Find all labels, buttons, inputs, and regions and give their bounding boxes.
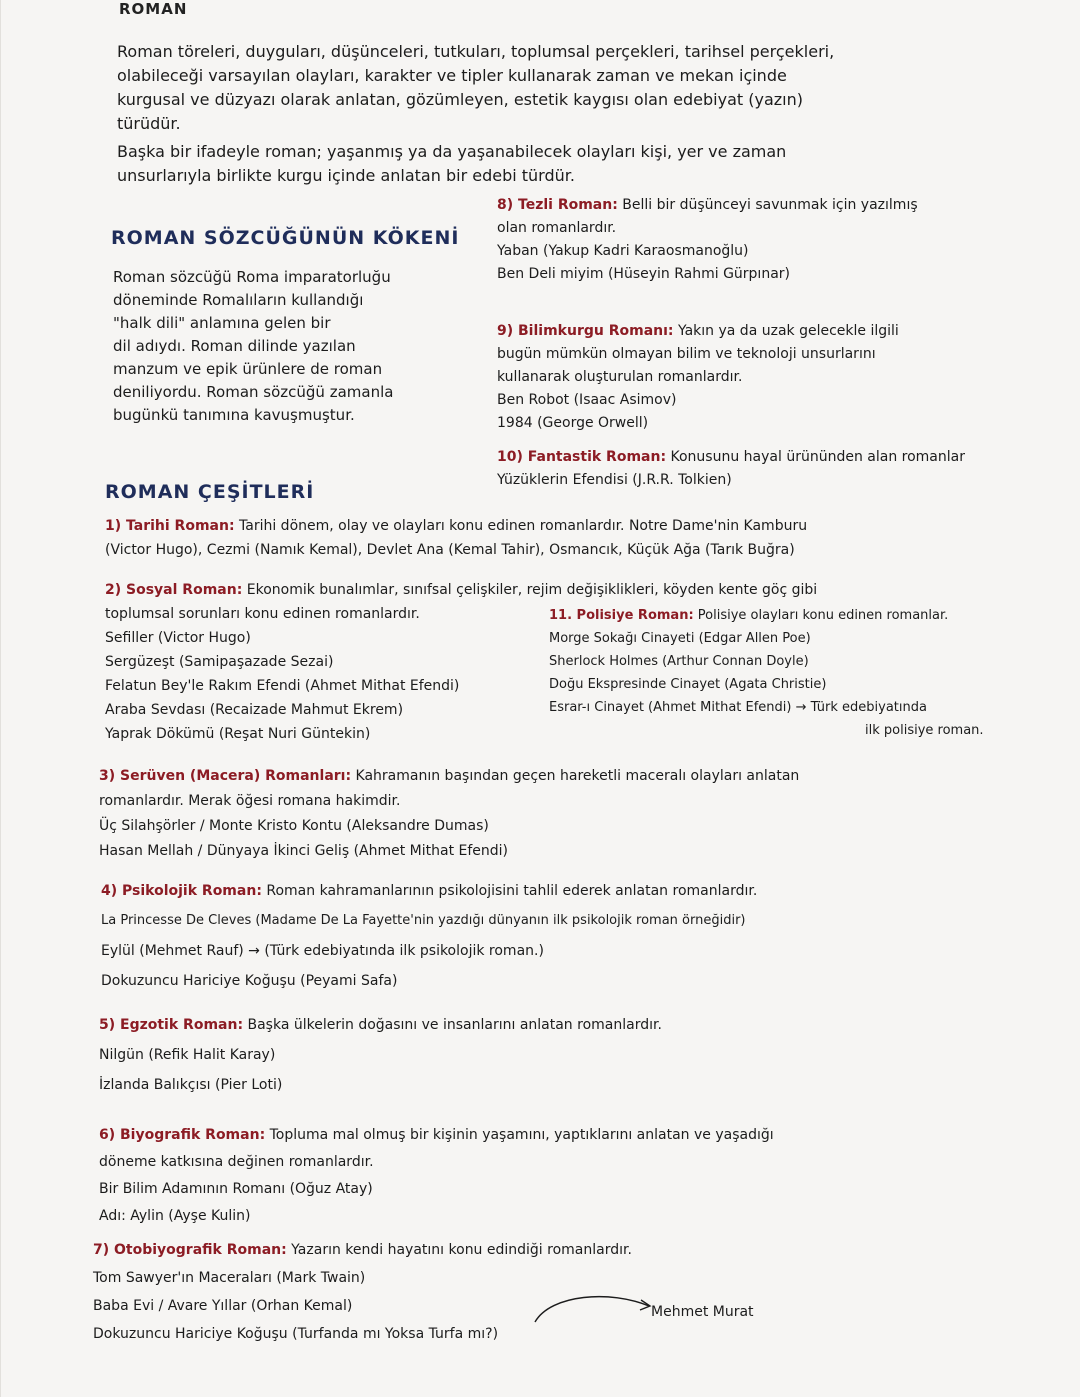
type-text: Kahramanın başından geçen hareketli maceralı olayları anlatan (351, 768, 800, 784)
type-5-egzotik (99, 1010, 999, 1100)
type-label: 10) Fantastik Roman: (497, 449, 667, 465)
type-text: Ekonomik bunalımlar, sınıfsal çelişkiler, rejim değişiklikleri, köyden kente göç gibi (242, 582, 818, 598)
etymology-heading: ROMAN SÖZCÜĞÜNÜN KÖKENİ (111, 227, 460, 249)
type-text: Topluma mal olmuş bir kişinin yaşamını, yaptıklarını anlatan ve yaşadığı (265, 1127, 774, 1143)
text-line: olan romanlardır. (497, 220, 617, 236)
type-9-bilimkurgu (497, 320, 997, 435)
type-6-biyografik (99, 1122, 999, 1230)
text-line: La Princesse De Cleves (Madame De La Fayette'nin yazdığı dünyanın ilk psikolojik roman örneğidir) (101, 913, 746, 928)
text-line: Dokuzuncu Hariciye Koğuşu (Peyami Safa) (101, 973, 398, 989)
page-title: ROMAN (119, 0, 188, 18)
text-line: manzum ve epik ürünlere de roman (113, 360, 383, 378)
type-text: Yakın ya da uzak gelecekle ilgili (673, 323, 899, 339)
text-line: Roman sözcüğü Roma imparatorluğu (113, 268, 391, 286)
type-label: 4) Psikolojik Roman: (101, 883, 262, 899)
text-line: Sherlock Holmes (Arthur Connan Doyle) (549, 654, 809, 669)
type-11-polisiye (549, 604, 989, 742)
type-3-seruven (99, 764, 999, 864)
text-line: "halk dili" anlamına gelen bir (113, 314, 331, 332)
type-text: Başka ülkelerin doğasını ve insanlarını anlatan romanlardır. (243, 1017, 662, 1033)
text-line: Hasan Mellah / Dünyaya İkinci Geliş (Ahmet Mithat Efendi) (99, 843, 509, 859)
type-1-tarihi (105, 514, 985, 562)
type-label: 3) Serüven (Macera) Romanları: (99, 768, 352, 784)
text-line: kullanarak oluşturulan romanlardır. (497, 369, 743, 385)
text-line: Nilgün (Refik Halit Karay) (99, 1047, 276, 1063)
text-line: Başka bir ifadeyle roman; yaşanmış ya da yaşanabilecek olayları kişi, yer ve zaman (117, 142, 787, 161)
text-line: olabileceği varsayılan olayları, karakter ve tipler kullanarak zaman ve mekan içinde (117, 66, 787, 85)
text-line: ilk polisiye roman. (865, 723, 984, 738)
text-line: deniliyordu. Roman sözcüğü zamanla (113, 383, 394, 401)
intro-paragraph-1 (117, 40, 977, 136)
text-line: 1984 (George Orwell) (497, 415, 649, 431)
type-text: Roman kahramanlarının psikolojisini tahlil ederek anlatan romanlardır. (261, 883, 758, 899)
type-text: Konusunu hayal ürününden alan romanlar (666, 449, 965, 465)
text-line: Yaprak Dökümü (Reşat Nuri Güntekin) (105, 726, 371, 742)
text-line: kurgusal ve düzyazı olarak anlatan, gözümleyen, estetik kaygısı olan edebiyat (yazın) (117, 90, 803, 109)
type-text: Belli bir düşünceyi savunmak için yazılmış (617, 197, 918, 213)
type-2-sosyal-examples (105, 602, 535, 746)
curved-arrow-icon (531, 1288, 661, 1328)
text-line: toplumsal sorunları konu edinen romanlardır. (105, 606, 420, 622)
text-line: Sefiller (Victor Hugo) (105, 630, 251, 646)
etymology-body (113, 266, 483, 427)
text-line: Ben Robot (Isaac Asimov) (497, 392, 677, 408)
text-line: romanlardır. Merak öğesi romana hakimdir. (99, 793, 401, 809)
text-line: döneminde Romalıların kullandığı (113, 291, 364, 309)
text-line: Araba Sevdası (Recaizade Mahmut Ekrem) (105, 702, 404, 718)
text-line: Eylül (Mehmet Rauf) → (Türk edebiyatında ilk psikolojik roman.) (101, 943, 544, 959)
type-text: Yazarın kendi hayatını konu edindiği romanlardır. (286, 1242, 632, 1258)
text-line: bugün mümkün olmayan bilim ve teknoloji unsurlarını (497, 346, 876, 362)
text-line: Dokuzuncu Hariciye Koğuşu (Turfanda mı Yoksa Turfa mı?) (93, 1326, 499, 1342)
type-label: 11. Polisiye Roman: (549, 608, 694, 623)
text-line: Tom Sawyer'ın Maceraları (Mark Twain) (93, 1270, 366, 1286)
type-label: 2) Sosyal Roman: (105, 582, 243, 598)
text-line: Üç Silahşörler / Monte Kristo Kontu (Aleksandre Dumas) (99, 818, 489, 834)
type-label: 5) Egzotik Roman: (99, 1017, 244, 1033)
type-label: 1) Tarihi Roman: (105, 518, 235, 534)
text-line: Baba Evi / Avare Yıllar (Orhan Kemal) (93, 1298, 353, 1314)
text-line: Bir Bilim Adamının Romanı (Oğuz Atay) (99, 1181, 373, 1197)
text-line: Yaban (Yakup Kadri Karaosmanoğlu) (497, 243, 749, 259)
type-label: 8) Tezli Roman: (497, 197, 618, 213)
type-label: 6) Biyografik Roman: (99, 1127, 266, 1143)
text-line: dil adıydı. Roman dilinde yazılan (113, 337, 356, 355)
text-line: bugünkü tanımına kavuşmuştur. (113, 406, 355, 424)
text-line: Felatun Bey'le Rakım Efendi (Ahmet Mithat Efendi) (105, 678, 460, 694)
text-line: Doğu Ekspresinde Cinayet (Agata Christie) (549, 677, 827, 692)
text-line: Esrar-ı Cinayet (Ahmet Mithat Efendi) → Türk edebiyatında (549, 700, 927, 715)
text-line: Adı: Aylin (Ayşe Kulin) (99, 1208, 251, 1224)
type-label: 7) Otobiyografik Roman: (93, 1242, 287, 1258)
text-line: türüdür. (117, 114, 181, 133)
type-10-fantastik (497, 446, 997, 492)
type-text: Tarihi dönem, olay ve olayları konu edinen romanlardır. Notre Dame'nin Kamburu (234, 518, 808, 534)
text-line: döneme katkısına değinen romanlardır. (99, 1154, 374, 1170)
text-line: Morge Sokağı Cinayeti (Edgar Allen Poe) (549, 631, 811, 646)
text-line: Yüzüklerin Efendisi (J.R.R. Tolkien) (497, 472, 732, 488)
type-text: Polisiye olayları konu edinen romanlar. (693, 608, 949, 623)
side-note: Mehmet Murat (651, 1304, 754, 1320)
intro-paragraph-2 (117, 140, 977, 188)
text-line: Sergüzeşt (Samipaşazade Sezai) (105, 654, 334, 670)
type-4-psikolojik (101, 876, 1001, 996)
type-8-tezli (497, 194, 997, 286)
text-line: Ben Deli miyim (Hüseyin Rahmi Gürpınar) (497, 266, 790, 282)
text-line: (Victor Hugo), Cezmi (Namık Kemal), Devlet Ana (Kemal Tahir), Osmancık, Küçük Ağa (Tarık Buğra) (105, 542, 795, 558)
type-2-sosyal (105, 578, 985, 602)
types-heading: ROMAN ÇEŞİTLERİ (105, 481, 315, 503)
text-line: İzlanda Balıkçısı (Pier Loti) (99, 1077, 283, 1093)
text-line: Roman töreleri, duyguları, düşünceleri, tutkuları, toplumsal perçekleri, tarihsel perçekleri, (117, 42, 835, 61)
text-line: unsurlarıyla birlikte kurgu içinde anlatan bir edebi türdür. (117, 166, 575, 185)
type-label: 9) Bilimkurgu Romanı: (497, 323, 674, 339)
